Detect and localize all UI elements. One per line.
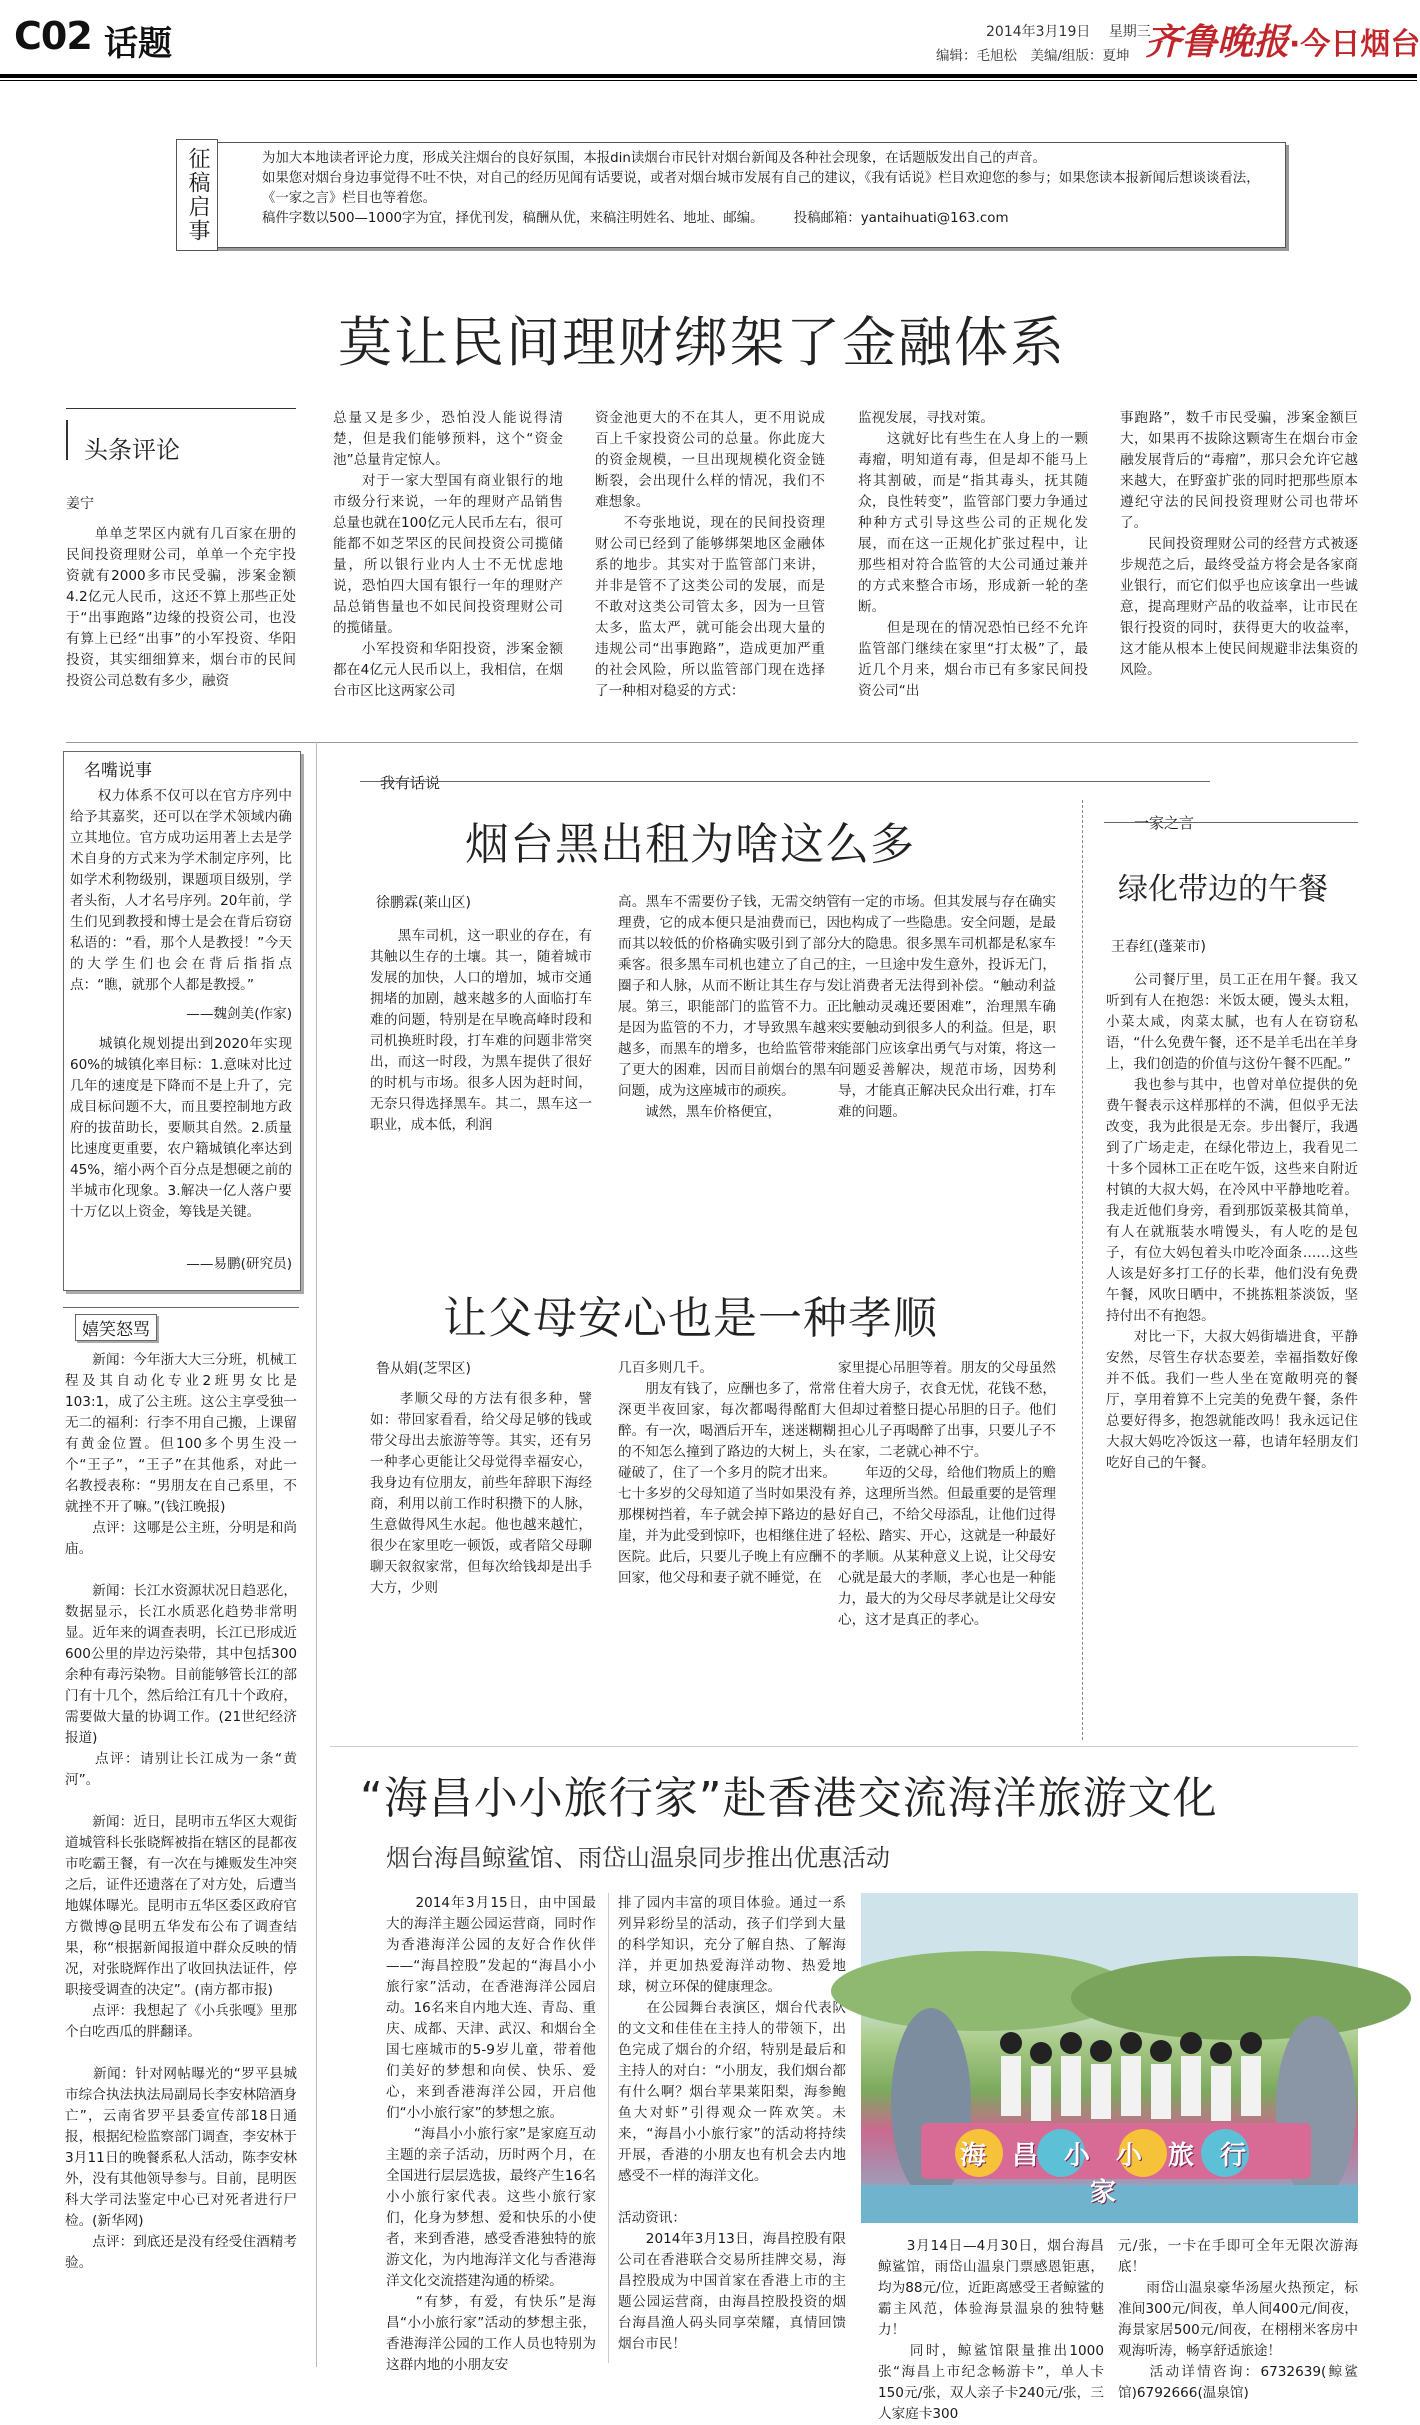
ad-col-divider — [608, 1893, 609, 2363]
green-headline: 绿化带边的午餐 — [1118, 872, 1328, 907]
ad-col-1: 2014年3月15日，由中国最大的海洋主题公园运营商，同时作为香港海洋公园的友好合作伙伴——“海昌控股”发起的“海昌小小旅行家”活动，在香港海洋公园启动。16名来自内地大连、青岛、重庆、成都、天津、武汉、和烟台全国七座城市的5-9岁儿童，带着他们美好的梦想和向侯、快乐、爱心，来到香港海洋公园，开启他们“小小旅行家”的梦想之旅。 “海昌小小旅行家”是家庭互动主题的亲子活动，历时两个月，在全国进行层层选拔，最终产生16名小小旅行家代表。这些小旅行家们，化身为梦想、爱和快乐的小使者，来到香港，感受香港独特的旅游文化，为内地海洋文化与香港海洋文化交流搭建沟通的桥梁。 “有梦，有爱，有快乐”是海昌“小小旅行家”活动的梦想主张，香港海洋公园的工作人员也特别为这群内地的小朋友安 — [386, 1895, 596, 2373]
rail-box1-sig2: ——易鹏(研究员) — [186, 1256, 292, 1272]
issue-date — [986, 21, 1151, 41]
lead-col-2: 总量又是多少，恐怕没人能说得清楚，但是我们能够预料，这个“资金池”总量肯定惊人。 对于一家大型国有商业银行的地市级分行来说，一年的理财产品销售总量也就在100亿元人民币左右，很可能都不如芝罘区的民间投资公司揽储量，所以银行业内人士不无忧虑地说，恐怕四大国有银行一年的理财产品总销售量也不如民间投资理财公司的揽储量。 小军投资和华阳投资，涉案金额都在4亿元人民币以上，我相信，在烟台市区比这两家公司 — [333, 410, 563, 699]
taxi-col-1: 黑车司机，这一职业的存在，有其触以生存的土壤。其一，随着城市发展的加快，人口的增加，城市交通拥堵的加剧，越来越多的人面临打车难的问题，特别是在早晚高峰时段和司机换班时段，打车难的问题非常突出，而这一时段，为黑车提供了很好的时机与市场。很多人因为赶时间，无奈只得选择黑车。其二，黑车这一职业，成本低，利润 — [370, 928, 592, 1133]
rail-box2-text: 新闻：今年浙大大三分班，机械工程及其自动化专业2班男女比是103:1，成了公主班。这公主享受独一无二的福利：行李不用自己搬，上课留有黄金位置。但100多个男生没一个“王子”，“王子”在其他系，对此一名教授表称：“男朋友在自己系里，不就挫不开了嘛。”(钱江晚报) 点评：这哪是公主班，分明是和尚庙。 新闻：长江水资源状况日趋恶化，数据显示，长江水质恶化趋势非常明显。近年来的调查表明，长江已形成近600公里的岸边污染带，其中包括300余种有毒污染物。目前能够管长江的部门有十几个，然后给江有几十个政府，需要做大量的协调工作。(21世纪经济报道) 点评：请别让长江成为一条“黄河”。 新闻：近日，昆明市五华区大观街道城管科长张晓辉被指在辖区的昆都夜市吃霸王餐，有一次在与摊贩发生冲突之后，证件还遗落在了对方处，后遭当地媒体曝光。昆明市五华区委区政府官方微博@昆明五华发布公布了调查结果，称“根据新闻报道中群众反映的情况，对张晓辉作出了收回执法证件，停职接受调查的决定”。(南方都市报) 点评：我想起了《小兵张嘎》里那个白吃西瓜的胖翻译。 新闻：针对网帖曝光的“罗平县城市综合执法执法局副局长李安林陪酒身亡”，云南省罗平县委宣传部18日通报，根据纪检监察部门调查，李安林于3月11日的晚餐系私人活动，陈李安林外，没有其他领导参与。目前，昆明医科大学司法鉴定中心已对死者进行尸检。(新华网) 点评：到底还是没有经受住酒精考验。 — [65, 1352, 297, 2271]
filial-col-2: 几百多则几千。 朋友有钱了，应酬也多了，常常深更半夜回家，每次都喝得酩酊大醉。有一次，喝酒后开车，迷迷糊糊的不知怎么撞到了路边的大树上，头碰破了，住了一个多月的院才出来。七十多岁的父母知道了当时如果没有那棵树挡着，车子就会掉下路边的悬崖，并为此受到惊吓，也相继住进了医院。此后，只要儿子晚上有应酬不回家，他父母和妻子就不睡觉，在 — [618, 1360, 836, 1586]
rail-divider — [316, 742, 317, 2367]
group-photo — [861, 1893, 1358, 2223]
lead-column-label-box — [66, 420, 68, 460]
email-address[interactable]: yantaihuati@163.com — [860, 211, 1009, 226]
edition-name: ·今日烟台 — [1289, 27, 1420, 62]
lead-rule-bottom — [66, 742, 1358, 743]
taxi-section-label: 我有话说 — [376, 772, 444, 793]
filial-col-1: 孝顺父母的方法有很多种，譬如：带回家看看，给父母足够的钱或带父母出去旅游等等。其实，还有另一种孝心更能让父母觉得幸福安心，我身边有位朋友，前些年辞职下海经商，利用以前工作时积攒下的人脉，生意做得风生水起。他也越来越忙，很少在家里吃一顿饭，或者陪父母聊聊天叙叙家常，但每次给钱却是出手大方，少则 — [370, 1391, 592, 1596]
section-name: 话题 — [104, 24, 172, 64]
call-box-line3 — [262, 209, 1272, 229]
rail-box2-label: 嬉笑怒骂 — [75, 1314, 157, 1341]
green-text: 公司餐厅里，员工正在用午餐。我又听到有人在抱怨：米饭太硬，馒头太粗，小菜太咸，肉菜太腻，也有人在窃窃私语，“什么免费午餐，还不是羊毛出在羊身上，我们创造的价值与这份午餐不匹配。” 我也参与其中，也曾对单位提供的免费午餐表示这样那样的不满，但似乎无法改变，我为此很是无奈。步出餐厅，我遇到了广场走走，在绿化带边上，我看见二十多个园林工正在吃午饭，这些来自附近村镇的大叔大妈，在冷风中平静地吃着。我走近他们身旁，看到那饭菜极其简单，有人在就瓶装水啃馒头，有人吃的是包子，有位大妈包着头巾吃冷面条……这些人该是好多打工仔的长辈，他们没有免费午餐，风吹日晒中，不挑拣粗茶淡饭，坚持付出不有抱怨。 对比一下，大叔大妈街墙进食，平静安然，尽管生存状态要差，幸福指数好像并不低。我们一些人坐在宽敞明亮的餐厅，享用着算不上完美的免费午餐，条件总要好得多，抱怨就能改吗！我永远记住大叔大妈吃冷饭这一幕，也请年轻朋友们吃好自己的午餐。 — [1106, 972, 1358, 1471]
filial-headline: 让父母安心也是一种孝顺 — [443, 1293, 938, 1344]
green-rule — [1104, 822, 1358, 823]
ad-col-2: 排了园内丰富的项目体验。通过一系列异彩纷呈的活动，孩子们学到大量的科学知识，充分了解自热、了解海洋，并更加热爱海洋动物、热爱地球，树立环保的健康理念。 在公园舞台表演区，烟台代表队的文文和佳佳在主持人的带领下，出色完成了烟台的介绍，特别是最后和主持人的对白：“小朋友，我们烟台都有什么啊？烟台苹果莱阳梨，海参鲍鱼大对虾”引得观众一阵欢笑。未来，“海昌小小旅行家”的活动将持续开展，香港的小朋友也有机会去内地感受不一样的海洋文化。 活动资讯： 2014年3月13日，海昌控股有限公司在香港联合交易所挂牌交易，海昌控股成为中国首家在香港上市的主题公园运营商，由海昌控股投资的烟台海昌渔人码头同享荣耀，真情回馈烟台市民！ — [618, 1895, 846, 2352]
lead-col-4: 监视发展，寻找对策。 这就好比有些生在人身上的一颗毒瘤，明知道有毒，但是却不能马上将其割破，而是“指其毒头，抚其随众，良性转变”，监管部门要力争通过种种方式引导这些公司的正规化发展，而在这一正规化扩张过程中，让那些相对符合监管的大公司通过兼并的方式来整合市场，形成新一轮的垄断。 但是现在的情况恐怕已经不允许监管部门继续在家里“打太极”了，最近几个月来，烟台市已有多家民间投资公司“出 — [858, 410, 1088, 699]
weekday: 星期三 — [1108, 24, 1151, 40]
ad-rule — [330, 1746, 1358, 1747]
lead-column-label: 头条评论 — [84, 436, 180, 464]
masthead-rule-thin — [0, 80, 1417, 81]
green-section-label: 一家之言 — [1130, 812, 1198, 833]
taxi-author: 徐鹏霖(莱山区) — [376, 895, 471, 911]
ad-headline: “海昌小小旅行家”赴香港交流海洋旅游文化 — [360, 1773, 1218, 1824]
call-box-rules: 稿件字数以500—1000字为宜，择优刊发，稿酬从优，来稿注明姓名、地址、邮编。 — [262, 211, 764, 226]
page-code: C02 — [14, 14, 92, 58]
date: 2014年3月19日 — [986, 24, 1091, 40]
taxi-headline: 烟台黑出租为啥这么多 — [465, 819, 915, 870]
editor-line: 编辑：毛旭松 美编/组版：夏坤 — [936, 48, 1130, 64]
call-box-label: 征稿启事 — [176, 139, 218, 251]
rail-box1-p1: 权力体系不仅可以在官方序列中给予其嘉奖，还可以在学术领域内确立其地位。官方成功运用著上去是学术自身的方式来为学术制定序列，比如学术利物级别，课题项目级别，学者头衔，人才名号序列。20年前，学生们见到教授和博士是会在背后窃窃私语的：“看，那个人是教授！”今天的大学生们也会在背后指指点点：“瞧，就那个人都是教授。” — [70, 788, 292, 993]
green-divider — [1082, 800, 1083, 1740]
taxi-rule — [360, 781, 1210, 782]
email-label: 投稿邮箱： — [793, 211, 861, 226]
rail-box2 — [63, 1307, 299, 2366]
paper-name: 齐鲁晚报 — [1145, 21, 1290, 63]
lead-headline: 莫让民间理财绑架了金融体系 — [338, 311, 1066, 374]
ad-col-4: 元/张，一卡在手即可全年无限次游海底！ 雨岱山温泉豪华汤屋火热预定，标准间300元/间夜，单人间400元/间夜，海景家居500元/间夜，在栩栩米客房中观海听涛，畅享舒适旅途！ 活动详情咨询：6732639(鲸鲨馆)6792666(温泉馆) — [1118, 2238, 1358, 2401]
green-author: 王春红(蓬莱市) — [1111, 939, 1206, 955]
call-box-line2: 如果您对烟台身边事觉得不吐不快，对自己的经历见闻有话要说，或者对烟台城市发展有自己的建议，《我有话说》栏目欢迎您的参与；如果您读本报新闻后想谈谈看法，《一家之言》栏目也等着您。 — [262, 171, 1260, 206]
taxi-col-3: 有一定的市场。但其发展与存在确实也构成了一些隐患。安全问题，是最大的隐患。很多黑车司机都是私家车主，一旦途中发生意外，投诉无门，让消费者无法得到补偿。“触动利益比触动灵魂还要困难”，治理黑车确实要触动到很多人的利益。但是，职能部门应该拿出勇气与对策，将这一问题妥善解决，规范市场，因势利导，才能真正解决民众出行难，打车难的问题。 — [838, 894, 1056, 1120]
filial-author: 鲁从娟(芝罘区) — [376, 1361, 471, 1377]
ad-subhead: 烟台海昌鲸鲨馆、雨岱山温泉同步推出优惠活动 — [386, 1844, 890, 1872]
rail-box1-sig1: ——魏剑美(作家) — [186, 1006, 292, 1022]
lead-author: 姜宁 — [66, 496, 94, 512]
call-box-line1: 为加大本地读者评论力度，形成关注烟台的良好氛围，本报din读烟台市民针对烟台新闻及各种社会现象，在话题版发出自己的声音。 — [262, 151, 1046, 166]
photo-banner-text: 海昌小小旅行家 — [959, 2141, 1272, 2208]
filial-col-3: 家里提心吊胆等着。朋友的父母虽然住着大房子，衣食无忧，花钱不愁，但却过着整日提心吊胆的日子。他们担心儿子再喝醉了出事，只要儿子不在家，二老就心神不宁。 年迈的父母，给他们物质上的赡养，这理所当然。但最重要的是管理好自己，不给父母添乱，让他们过得轻松、踏实、开心，这就是一种最好的孝顺。从某种意义上说，让父母安心就是最大的孝顺，孝心也是一种能力，最大的为父母尽孝就是让父母安心，这才是真正的孝心。 — [838, 1360, 1056, 1628]
masthead — [0, 0, 1420, 80]
taxi-col-2: 高。黑车不需要份子钱，无需交纳管理费，它的成本便只是油费而已，因而其以较低的价格确实吸引到了部分乘客。很多黑车司机也建立了自己的圈子和人脉，从而不断让其生存与发展。第三，职能部门的监管不力。正是因为监管的不力，才导致黑车越来越多，而黑车的增多，也给监管带来了更大的困难，因而目前烟台的黑车问题，成为这座城市的顽疾。 诚然，黑车价格便宜， — [618, 894, 840, 1120]
rail-box1-p2: 城镇化规划提出到2020年实现60%的城镇化率目标：1.意味对比过几年的速度是下降而不是上升了，完成目标问题不大，而且要控制地方政府的拔苗助长，要顺其自然。2.质量比速度更重要，农户籍城镇化率达到45%，缩小两个百分点是想硬之前的半城市化现象。3.解决一亿人落户要十万亿以上资金，筹钱是关键。 — [70, 1036, 292, 1220]
rail-box1-label: 名嘴说事 — [78, 756, 158, 781]
call-box — [177, 142, 1286, 248]
masthead-rule — [0, 74, 1417, 78]
paper-logo — [1145, 14, 1420, 65]
lead-rule-top — [66, 408, 296, 409]
rail-box1 — [63, 751, 301, 1291]
lead-col-3: 资金池更大的不在其人，更不用说成百上千家投资公司的总量。你此庞大的资金规模，一旦出现规模化资金链断裂，会出现什么样的情况，我们不难想象。 不夸张地说，现在的民间投资理财公司已经到了能够绑架地区金融体系的地步。其实对于监管部门来讲，并非是管不了这类公司的发展，而是不敢对这类公司管太多，因为一旦管太多，监太严，就可能会出现大量的违规公司“出事跑路”，造成更加严重的社会风险，所以监管部门现在选择了一种相对稳妥的方式： — [595, 410, 825, 699]
photo-children-shirts — [1001, 2056, 1261, 2121]
ad-col-3: 3月14日—4月30日，烟台海昌鲸鲨馆，雨岱山温泉门票感恩钜惠，均为88元/位，近距离感受王者鲸鲨的霸主风范，体验海景温泉的独特魅力！ 同时，鲸鲨馆限量推出1000张“海昌上市纪念畅游卡”，单人卡150元/张，双人亲子卡240元/张，三人家庭卡300 — [878, 2238, 1104, 2422]
lead-col-1: 单单芝罘区内就有几百家在册的民间投资理财公司，单单一个充宇投资就有2000多市民受骗，涉案金额4.2亿元人民币，这还不算上那些正处于“出事跑路”边缘的投资公司，也没有算上已经“出事”的小军投资、华阳投资，其实细细算来，烟台市的民间投资公司总数有多少，融资 — [66, 526, 296, 689]
lead-col-5: 事跑路”，数千市民受骗，涉案金额巨大，如果再不拔除这颗寄生在烟台市金融发展背后的“毒瘤”，那只会允许它越来越大，在野蛮扩张的同时把那些原本遵纪守法的民间投资理财公司也带坏了。 民间投资理财公司的经营方式被逐步规范之后，最终受益方将会是各家商业银行，而它们似乎也应该拿出一些诚意，提高理财产品的收益率，让市民在银行投资的同时，获得更大的收益率，这才能从根本上使民间规避非法集资的风险。 — [1120, 410, 1358, 678]
photo-hill-right — [1071, 1956, 1411, 2040]
